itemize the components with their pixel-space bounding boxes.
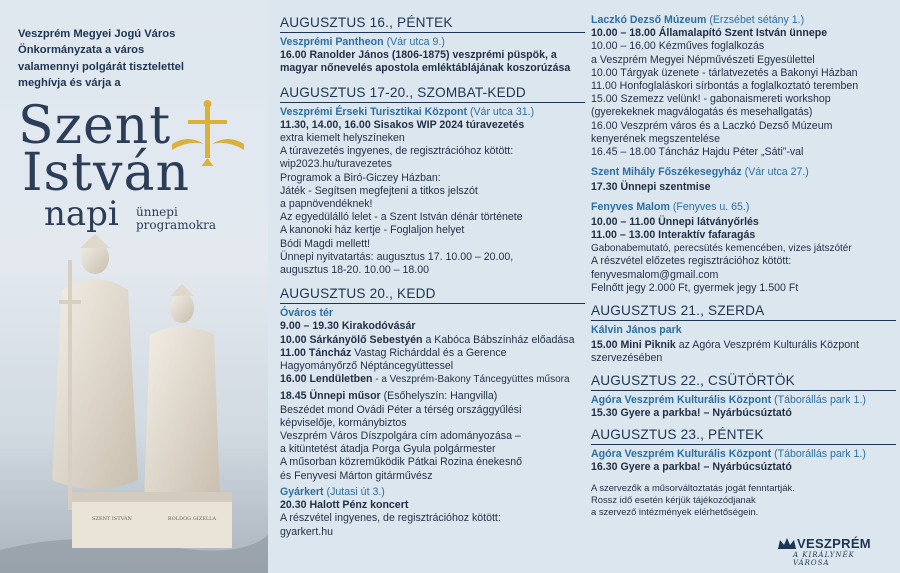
event-line: 16.00 Veszprém város és a Laczkó Dezső Múzeum	[591, 119, 833, 132]
venue-address: (Erzsébet sétány 1.)	[706, 14, 805, 26]
event-line: Az egyedülálló lelet - a Szent István dénár története	[280, 211, 523, 224]
brand-tagline: A KIRÁLYNÉK VÁROSA	[793, 551, 855, 567]
golden-cross-icon	[168, 100, 248, 170]
event-line: szervezésében	[591, 352, 663, 365]
event-line: magyar nőnevelés apostola emléktáblájának koszorúzása	[280, 62, 571, 75]
venue-name: Fenyves Malom	[591, 200, 670, 213]
event-link[interactable]: gyarkert.hu	[280, 525, 333, 538]
venue-address: (Vár utca 27.)	[741, 166, 809, 179]
event-line: kenyerének megszentelése	[591, 132, 720, 145]
event-line: A részvétel ingyenes, de regisztrációhoz kötött:	[280, 512, 501, 525]
event-line: 10.00 – 11.00 Ünnepi látványőrlés	[591, 215, 759, 228]
venue-address: (Jutasi út 3.)	[323, 485, 385, 498]
title-subtitle	[136, 206, 216, 232]
venue-name: Agóra Veszprém Kulturális Központ	[591, 448, 772, 461]
event-line: A kanonoki ház kertje - Foglaljon helyet	[280, 224, 465, 237]
event-line: 16.00 Ranolder János (1806-1875) veszprémi püspök, a	[280, 49, 557, 62]
pedestal-label: BOLDOG GIZELLA	[167, 516, 217, 522]
venue-address: (Táborállás park 1.)	[771, 448, 866, 461]
venue-name: Kálvin János park	[591, 324, 682, 337]
title-istvan: István	[22, 143, 190, 203]
event-line: a papnövendéknek!	[280, 198, 373, 211]
event-line: 11.00 – 13.00 Interaktív fafaragás	[591, 229, 756, 242]
event-line: augusztus 18-20. 10.00 – 18.00	[280, 264, 430, 277]
day-heading: AUGUSZTUS 22., CSÜTÖRTÖK	[591, 372, 896, 391]
title-szent: Szent	[18, 96, 172, 156]
venue	[280, 36, 585, 49]
venue-name: Veszprémi Érseki Turisztikai Központ	[280, 105, 468, 118]
pedestal-label: SZENT ISTVÁN	[92, 516, 132, 522]
event-line: Bódi Magdi mellett!	[280, 237, 371, 250]
day-heading: AUGUSZTUS 20., KEDD	[280, 285, 585, 304]
venue	[591, 14, 896, 27]
event-email-link[interactable]: fenyvesmalom@gmail.com	[591, 268, 719, 281]
event-line: a Veszprém Megyei Népművészeti Egyesülettel	[591, 53, 815, 66]
brand-name: VESZPRÉM	[797, 536, 871, 551]
venue-name: Óváros tér	[280, 307, 333, 320]
day-heading: AUGUSZTUS 16., PÉNTEK	[280, 14, 585, 33]
program-column-2	[591, 12, 896, 517]
note-line: Rossz idő esetén kérjük tájékozódjanak	[591, 494, 756, 506]
intro-text	[18, 26, 263, 92]
venue-address: (Vár utca 9.)	[383, 36, 445, 48]
subtitle-line: programokra	[136, 218, 216, 232]
event-line: Ünnepi nyitvatartás: augusztus 17. 10.00 – 20.00,	[280, 250, 514, 263]
event-link[interactable]: wip2023.hu/turavezetes	[280, 158, 392, 171]
event-line: 9.00 – 19.30 Kirakodóvásár	[280, 320, 416, 333]
venue	[591, 394, 896, 407]
venue-name: Veszprémi Pantheon	[280, 36, 384, 48]
venue	[280, 106, 585, 119]
event-line: 16.00 Lendületben - a Veszprém-Bakony Táncegyüttes műsora	[280, 373, 570, 386]
event-line: 20.30 Halott Pénz koncert	[280, 499, 409, 512]
event-line: a kitüntetést átadja Porga Gyula polgármester	[280, 443, 496, 456]
statues-illustration	[0, 230, 268, 573]
organizer-note	[591, 482, 896, 517]
program-column-1	[280, 12, 585, 539]
event-line: 11.00 Táncház Vastag Richárddal és a Gerence	[280, 346, 507, 359]
event-line: Programok a Biró-Giczey Házban:	[280, 171, 441, 184]
event-line: és Fenyvesi Márton gitárművész	[280, 469, 433, 482]
venue	[591, 201, 896, 214]
intro-line: valamennyi polgárát tisztelettel	[18, 60, 184, 73]
venue-address: (Táborállás park 1.)	[771, 393, 866, 406]
day-heading: AUGUSZTUS 17-20., SZOMBAT-KEDD	[280, 84, 585, 103]
venue	[591, 166, 896, 179]
poster-left-panel	[0, 0, 268, 573]
event-line: A részvétel előzetes regisztrációhoz kötött:	[591, 255, 792, 268]
event-line: 15.30 Gyere a parkba! – Nyárbúcsúztató	[591, 406, 792, 419]
event-line: 15.00 Szemezz velünk! - gabonaismereti workshop	[591, 93, 831, 106]
event-line: 16.30 Gyere a parkba! – Nyárbúcsúztató	[591, 461, 792, 474]
event-line: A túravezetés ingyenes, de regisztrációhoz kötött:	[280, 145, 514, 158]
event-line: (gyerekeknek magválogatás és mesehallgatás)	[591, 106, 813, 119]
crown-icon	[777, 537, 797, 551]
event-line: Beszédet mond Ovádi Péter a térség országgyűlési	[280, 403, 522, 416]
venue-name: Szent Mihály Főszékesegyház	[591, 166, 742, 179]
event-line: Játék - Segítsen megfejteni a titkos jelszót	[280, 184, 478, 197]
event-line: 17.30 Ünnepi szentmise	[591, 181, 711, 194]
event-line: 10.00 – 16.00 Kézműves foglalkozás	[591, 40, 765, 53]
event-line: A műsorban közreműködik Pátkai Rozina énekesnő	[280, 456, 523, 469]
venue-address: (Fenyves u. 65.)	[669, 200, 750, 213]
title-napi: napi	[44, 194, 119, 234]
note-line: a szervező intézmények elérhetőségein.	[591, 505, 759, 517]
event-line: Gabonabemutató, perecsütés kemencében, vizes játszótér	[591, 243, 852, 255]
venue	[591, 448, 896, 461]
event-line: Felnőtt jegy 2.000 Ft, gyermek jegy 1.500 Ft	[591, 281, 799, 294]
day-heading: AUGUSZTUS 21., SZERDA	[591, 302, 896, 321]
event-line: Hagyományőrző Néptáncegyüttessel	[280, 360, 454, 373]
subtitle-line: ünnepi	[136, 205, 178, 219]
venue-address: (Vár utca 31.)	[467, 105, 535, 118]
intro-line: Önkormányzata a város	[18, 44, 145, 57]
veszprem-logo	[777, 537, 887, 567]
event-line: Veszprém Város Díszpolgára cím adományozása –	[280, 430, 521, 443]
note-line: A szervezők a műsorváltoztatás jogát fenntartják.	[591, 482, 795, 494]
event-line: 10.00 Sárkányölő Sebestyén a Kabóca Bábszínház előadása	[280, 333, 575, 346]
event-line: 16.45 – 18.00 Táncház Hajdu Péter „Sáti”-val	[591, 146, 804, 159]
event-line: 11.30, 14.00, 16.00 Sisakos WIP 2024 túravezetés	[280, 118, 525, 131]
event-line: extra kiemelt helyszíneken	[280, 132, 405, 145]
event-line: 18.45 Ünnepi műsor (Esőhelyszín: Hangvilla)	[280, 390, 498, 403]
event-line: 11.00 Honfoglaláskori sírbontás a foglalkoztató teremben	[591, 80, 859, 93]
intro-line: meghívja és várja a	[18, 77, 121, 90]
venue-name: Laczkó Dezső Múzeum	[591, 14, 707, 26]
day-heading: AUGUSZTUS 23., PÉNTEK	[591, 426, 896, 445]
event-line: képviselője, kormánybiztos	[280, 416, 407, 429]
venue-name: Agóra Veszprém Kulturális Központ	[591, 393, 772, 406]
event-line: 10.00 – 18.00 Államalapító Szent István ünnepe	[591, 27, 828, 40]
venue	[280, 486, 585, 499]
event-line: 15.00 Mini Piknik az Agóra Veszprém Kulturális Központ	[591, 339, 859, 352]
venue-name: Gyárkert	[280, 485, 324, 498]
intro-line: Veszprém Megyei Jogú Város	[18, 28, 176, 40]
event-line: 10.00 Tárgyak üzenete - tárlatvezetés a Bakonyi Házban	[591, 66, 858, 79]
